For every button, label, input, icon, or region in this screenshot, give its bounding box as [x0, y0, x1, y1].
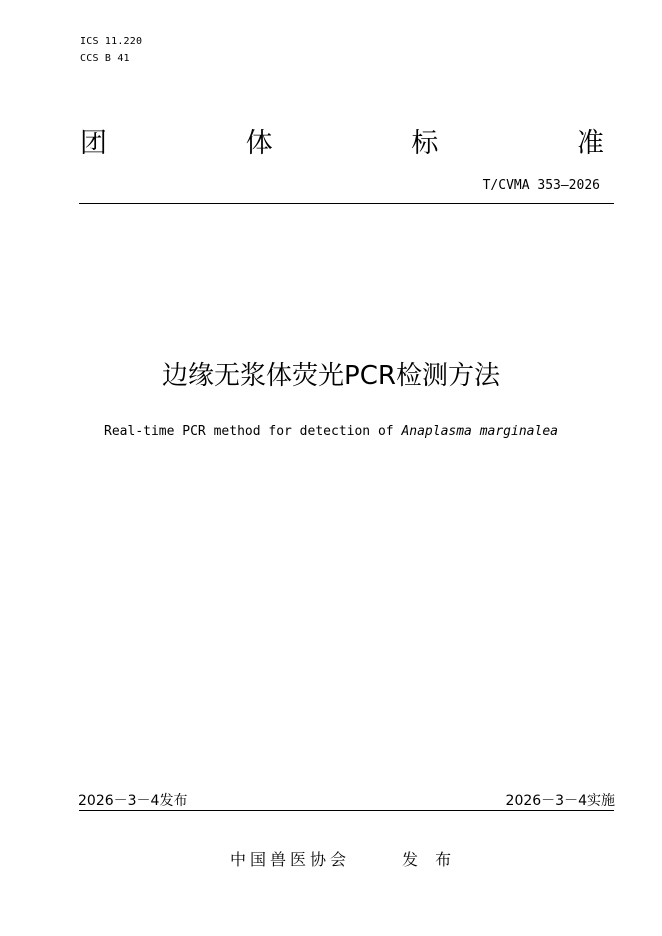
standard-type-char: 准 [576, 128, 604, 159]
title-english-prefix: Real-time PCR method for detection of [104, 424, 402, 439]
implementation-date: 2026－3－4实施 [505, 793, 615, 809]
bottom-divider [79, 810, 614, 811]
classification-codes [80, 33, 142, 67]
title-english-species: Anaplasma marginalea [401, 424, 558, 439]
document-title-chinese: 边缘无浆体荧光PCR检测方法 [162, 361, 500, 391]
standard-type-char: 标 [411, 128, 439, 159]
ccs-code: CCS B 41 [80, 53, 130, 64]
standard-number: T/CVMA 353—2026 [482, 178, 600, 193]
ics-code: ICS 11.220 [80, 36, 143, 47]
top-divider [79, 203, 614, 204]
document-title-english [0, 422, 662, 442]
standard-type-char: 团 [80, 128, 107, 159]
standard-type-heading [80, 124, 604, 164]
publisher-name: 中国兽医协会 [230, 850, 351, 869]
issue-date: 2026－3－4发布 [78, 793, 188, 809]
publish-label: 发 布 [402, 850, 458, 869]
standard-type-char: 体 [245, 128, 273, 159]
